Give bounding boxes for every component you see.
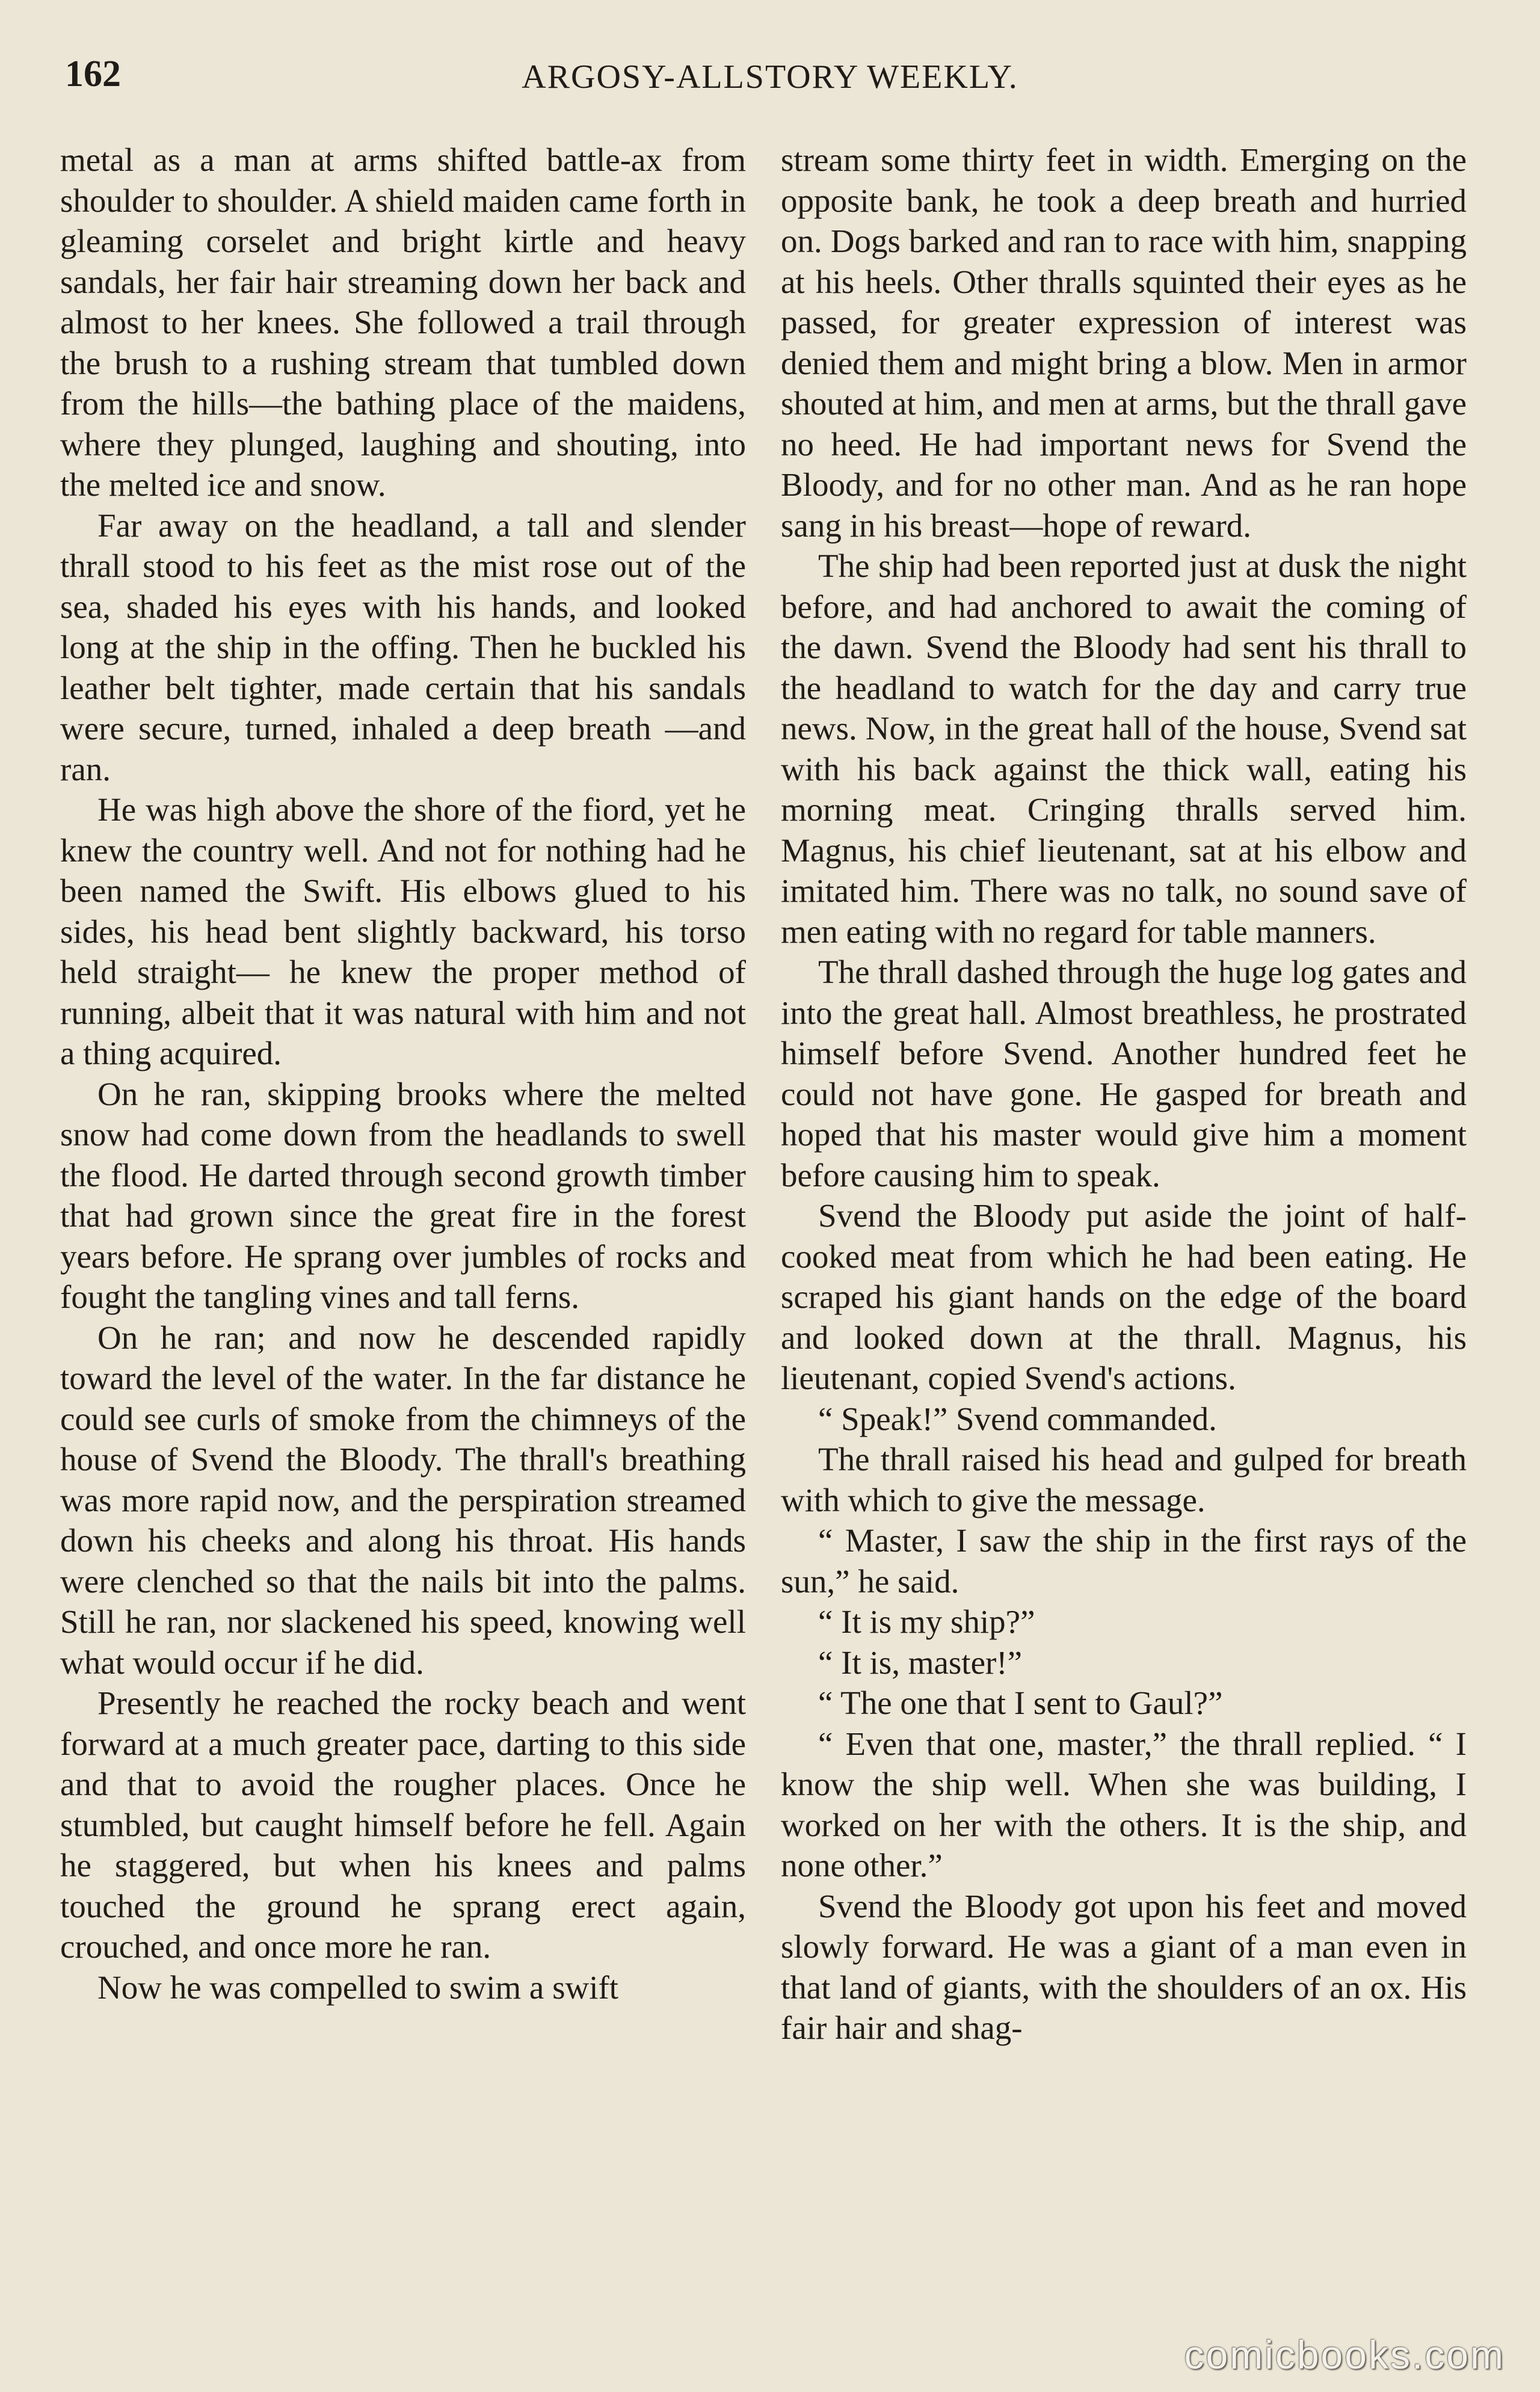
- paragraph: metal as a man at arms shifted battle-ax from shoulder to shoulder. A shield maiden came forth in gleaming corselet and bright kirtle and heavy sandals, her fair hair streaming down her back and almost to her knees. She followed a trail through the brush to a rushing stream that tumbled down from the hills—the bathing place of the maidens, where they plunged, laughing and shouting, into the melted ice and snow.: [60, 141, 746, 503]
- dialogue-line: “ It is, master!”: [818, 1644, 1023, 1681]
- paragraph: On he ran, skipping brooks where the melted snow had come down from the headlands to swell the flood. He darted through second growth timber that had grown since the great fire in the forest years before. He sprang over jumbles of rocks and fought the tangling vines and tall ferns.: [60, 1075, 746, 1315]
- running-title: ARGOSY-ALLSTORY WEEKLY.: [522, 58, 1018, 96]
- paragraph: The ship had been reported just at dusk the night before, and had anchored to await the coming of the dawn. Svend the Bloody had sent his thrall to the headland to watch for the day and carry true news. Now, in the great hall of the house, Svend sat with his back against the thick wall, eating his morning meat. Cringing thralls served him. Magnus, his chief lieutenant, sat at his elbow and imitated him. There was no talk, no sound save of men eating with no regard for table manners.: [781, 547, 1467, 950]
- watermark: comicbooks.com: [1184, 2332, 1505, 2377]
- left-column: [60, 140, 746, 2008]
- paragraph: Svend the Bloody got upon his feet and moved slowly forward. He was a giant of a man even in that land of giants, with the shoulders of an ox. His fair hair and shag-: [781, 1887, 1467, 2046]
- paragraph: Far away on the headland, a tall and slender thrall stood to his feet as the mist rose out of the sea, shaded his eyes with his hands, and looked long at the ship in the offing. Then he buckled his leather belt tighter, made certain that his sandals were secure, turned, inhaled a deep breath —and ran.: [60, 507, 746, 788]
- dialogue-line: “ Master, I saw the ship in the first rays of the sun,” he said.: [781, 1522, 1467, 1600]
- paragraph: On he ran; and now he descended rapidly toward the level of the water. In the far distance he could see curls of smoke from the chimneys of the house of Svend the Bloody. The thrall's breathing was more rapid now, and the perspiration streamed down his cheeks and along his throat. His hands were clenched so that the nails bit into the palms. Still he ran, nor slackened his speed, knowing well what would occur if he did.: [60, 1319, 746, 1681]
- page-header: [0, 53, 1540, 107]
- dialogue-line: “ The one that I sent to Gaul?”: [818, 1685, 1223, 1721]
- page-number: 162: [65, 54, 121, 94]
- paragraph: The thrall raised his head and gulped for breath with which to give the message.: [781, 1441, 1467, 1518]
- paragraph: He was high above the shore of the fiord, yet he knew the country well. And not for nothing had he been named the Swift. His elbows glued to his sides, his head bent slightly backward, his torso held straight— he knew the proper method of running, albeit that it was natural with him and not a thing acquired.: [60, 791, 746, 1071]
- dialogue-line: “ Even that one, master,” the thrall replied. “ I know the ship well. When she was building, I worked on her with the others. It is the ship, and none other.”: [781, 1725, 1467, 1884]
- paragraph: Svend the Bloody put aside the joint of half-cooked meat from which he had been eating. He scraped his giant hands on the edge of the board and looked down at the thrall. Magnus, his lieutenant, copied Svend's actions.: [781, 1197, 1467, 1396]
- paragraph: Presently he reached the rocky beach and went forward at a much greater pace, darting to this side and that to avoid the rougher places. Once he stumbled, but caught himself before he fell. Again he staggered, but when his knees and palms touched the ground he sprang erect again, crouched, and once more he ran.: [60, 1685, 746, 1965]
- dialogue-line: “ Speak!” Svend commanded.: [818, 1400, 1217, 1437]
- paragraph: The thrall dashed through the huge log gates and into the great hall. Almost breathless, he prostrated himself before Svend. Another hundred feet he could not have gone. He gasped for breath and hoped that his master would give him a moment before causing him to speak.: [781, 954, 1467, 1194]
- paragraph: Now he was compelled to swim a swift: [97, 1968, 619, 2006]
- paragraph: stream some thirty feet in width. Emerging on the opposite bank, he took a deep breath and hurried on. Dogs barked and ran to race with him, snapping at his heels. Other thralls squinted their eyes as he passed, for greater expression of interest was denied them and might bring a blow. Men in armor shouted at him, and men at arms, but the thrall gave no heed. He had important news for Svend the Bloody, and for no other man. And as he ran hope sang in his breast—hope of reward.: [781, 141, 1467, 544]
- right-column: [781, 140, 1467, 2048]
- dialogue-line: “ It is my ship?”: [818, 1603, 1035, 1640]
